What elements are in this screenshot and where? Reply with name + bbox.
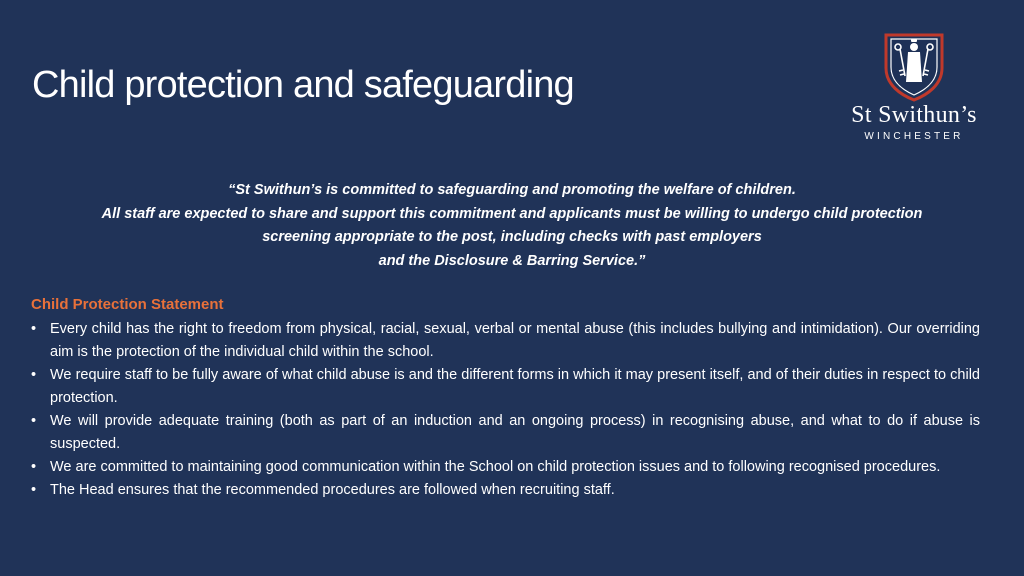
safeguarding-quote (20, 179, 1004, 273)
section-heading: Child Protection Statement (31, 296, 224, 313)
list-item-text: We will provide adequate training (both as part of an induction and an ongoing process) in recognising abuse, and what to do if abuse is suspected. (50, 413, 980, 452)
list-item (31, 410, 980, 456)
quote-line: All staff are expected to share and support this commitment and applicants must be willing to undergo child protection (101, 205, 923, 222)
list-item (31, 364, 980, 410)
list-item (31, 456, 980, 479)
bullet-icon: • (31, 482, 37, 498)
quote-line: and the Disclosure & Barring Service.” (378, 252, 646, 269)
list-item-text: Every child has the right to freedom from physical, racial, sexual, verbal or mental abuse (this includes bullying and intimidation). Our overriding aim is the protection of the individual child within the school. (50, 321, 980, 360)
logo-school-name: St Swithun’s (851, 102, 977, 128)
quote-line: screening appropriate to the post, including checks with past employers (262, 229, 762, 245)
list-item-text: We require staff to be fully aware of what child abuse is and the different forms in which it may present itself, and of their duties in respect to child protection. (50, 367, 980, 406)
bullet-icon: • (31, 367, 37, 383)
bullet-icon: • (31, 413, 37, 429)
school-crest-icon (883, 32, 945, 102)
bullet-icon: • (31, 459, 37, 475)
quote-line: “St Swithun’s is committed to safeguarding and promoting the welfare of children. (228, 182, 796, 198)
list-item (31, 479, 980, 502)
statement-list (31, 318, 980, 502)
list-item-text: The Head ensures that the recommended procedures are followed when recruiting staff. (50, 482, 615, 498)
logo-school-location: WINCHESTER (864, 131, 964, 142)
bullet-icon: • (31, 321, 37, 337)
list-item-text: We are committed to maintaining good communication within the School on child protection issues and to following recognised procedures. (50, 459, 941, 475)
page-title: Child protection and safeguarding (32, 64, 574, 106)
school-logo (832, 32, 996, 146)
list-item (31, 318, 980, 364)
